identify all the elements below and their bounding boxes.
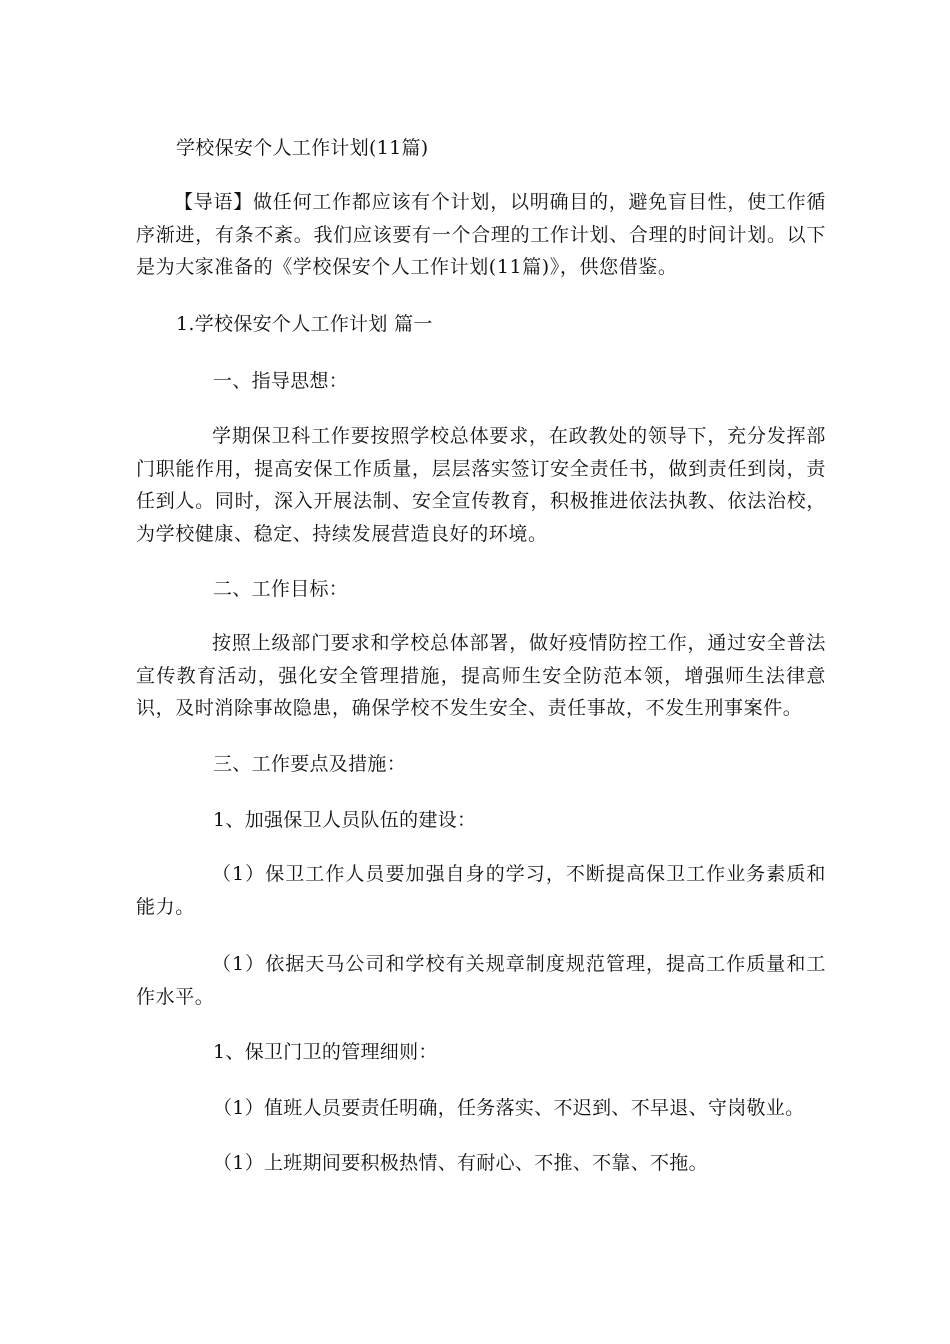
list-subitem-duty: （1）值班人员要责任明确，任务落实、不迟到、不早退、守岗敬业。 xyxy=(213,1097,805,1119)
paragraph-work-goals: 按照上级部门要求和学校总体部署，做好疫情防控工作，通过安全普法宣传教育活动，强化安全管理措施，提高师生安全防范本领，增强师生法律意识，及时消除事故隐患，确保学校不发生安全、责任事故，不发生刑事案件。 xyxy=(136,632,826,719)
heading-key-points: 三、工作要点及措施： xyxy=(213,753,407,775)
list-item-gate-rules: 1、保卫门卫的管理细则： xyxy=(213,1041,438,1063)
list-subitem-regulations: （1）依据天马公司和学校有关规章制度规范管理，提高工作质量和工作水平。 xyxy=(136,953,826,1008)
intro-paragraph: 【导语】做任何工作都应该有个计划，以明确目的，避免盲目性，使工作循序渐进，有条不紊。我们应该要有一个合理的工作计划、合理的时间计划。以下是为大家准备的《学校保安个人工作计划(11篇)》，供您借鉴。 xyxy=(136,191,826,278)
document-title: 学校保安个人工作计划(11篇) xyxy=(176,137,429,159)
heading-guiding-ideology: 一、指导思想： xyxy=(213,370,349,392)
section-heading: 1.学校保安个人工作计划 篇一 xyxy=(176,313,433,335)
list-subitem-attitude: （1）上班期间要积极热情、有耐心、不推、不靠、不拖。 xyxy=(213,1152,708,1174)
list-item-team-building: 1、加强保卫人员队伍的建设： xyxy=(213,809,477,831)
list-subitem-self-study: （1）保卫工作人员要加强自身的学习，不断提高保卫工作业务素质和能力。 xyxy=(136,863,826,918)
paragraph-guiding-ideology: 学期保卫科工作要按照学校总体要求，在政教处的领导下，充分发挥部门职能作用，提高安保工作质量，层层落实签订安全责任书，做到责任到岗，责任到人。同时，深入开展法制、安全宣传教育，积极推进依法执教、依法治校，为学校健康、稳定、持续发展营造良好的环境。 xyxy=(136,425,826,545)
heading-work-goals: 二、工作目标： xyxy=(213,578,349,600)
